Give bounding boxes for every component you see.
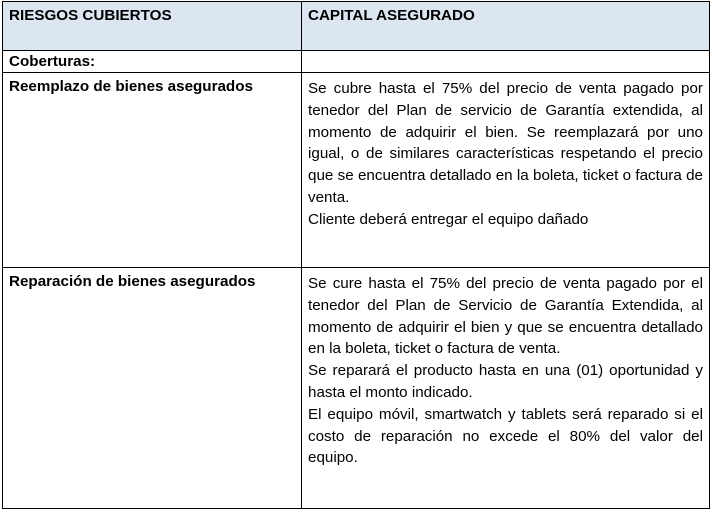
header-risks: RIESGOS CUBIERTOS: [3, 2, 302, 51]
table-row: [3, 73, 710, 268]
table-header-row: [3, 2, 710, 51]
capital-cell: [302, 268, 710, 509]
header-capital: CAPITAL ASEGURADO: [302, 2, 710, 51]
risk-name: Reparación de bienes asegurados: [3, 268, 302, 509]
capital-paragraph: Se cubre hasta el 75% del precio de venta pagado por tenedor del Plan de servicio de Garantía extendida, al momento de adquirir el bien. Se reemplazará por uno igual, o de similares características respetando el precio que se encuentra detallado en la boleta, ticket o factura de venta.: [308, 80, 703, 206]
capital-paragraph: Se reparará el producto hasta en una (01) oportunidad y hasta el monto indicado.: [308, 362, 703, 401]
capital-paragraph: Se cure hasta el 75% del precio de venta pagado por el tenedor del Plan de Servicio de Garantía Extendida, al momento de adquirir el bien y que se encuentra detallado en la boleta, ticket o factura de venta.: [308, 275, 703, 358]
capital-paragraph: Cliente deberá entregar el equipo dañado: [308, 210, 589, 228]
section-empty-cell: [302, 51, 710, 73]
coverage-table: [2, 1, 710, 509]
capital-cell: [302, 73, 710, 268]
table-row: [3, 268, 710, 509]
capital-paragraph: El equipo móvil, smartwatch y tablets será reparado si el costo de reparación no excede el 80% del valor del equipo.: [308, 405, 703, 467]
risk-name: Reemplazo de bienes asegurados: [3, 73, 302, 268]
section-row: [3, 51, 710, 73]
section-label: Coberturas:: [3, 51, 302, 73]
